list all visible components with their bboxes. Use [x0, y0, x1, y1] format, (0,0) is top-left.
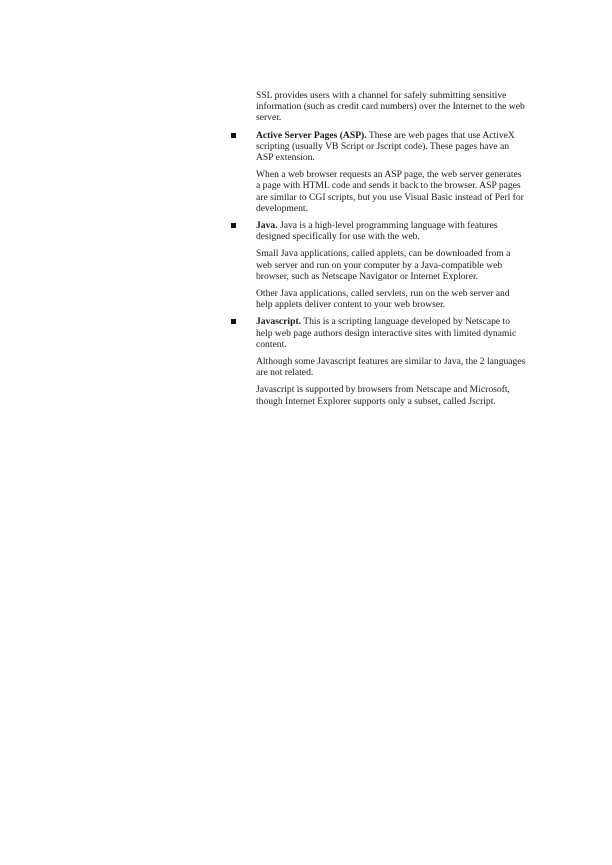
term-asp: Active Server Pages (ASP).	[256, 129, 367, 141]
definition-java: Java is a high-level programming language with features designed specifically for use with the web.	[256, 220, 498, 243]
javascript-paragraph-2: Javascript is supported by browsers from Netscape and Microsoft, though Internet Explorer supports only a subset, called Jscript.	[256, 384, 510, 407]
bullet-item-javascript	[256, 316, 526, 350]
intro-paragraph: SSL provides users with a channel for safely submitting sensitive information (such as credit card numbers) over the Internet to the web server.	[256, 90, 525, 124]
java-paragraph-2: Other Java applications, called servlets, run on the web server and help applets deliver content to your web browser.	[256, 288, 510, 311]
asp-paragraph-1: When a web browser requests an ASP page, the web server generates a page with HTML code and sends it back to the browser. ASP pages are similar to CGI scripts, but you use Visual Basic instead of Perl for development.	[256, 169, 524, 214]
bullet-item-asp	[256, 130, 526, 164]
bullet-item-java	[256, 220, 526, 242]
square-bullet-icon	[231, 133, 236, 138]
square-bullet-icon	[231, 223, 236, 228]
square-bullet-icon	[231, 319, 236, 324]
document-body	[256, 90, 526, 413]
definition-asp: These are web pages that use ActiveX scripting (usually VB Script or Jscript code). These pages have an ASP extension.	[256, 129, 515, 164]
javascript-paragraph-1: Although some Javascript features are similar to Java, the 2 languages are not related.	[256, 356, 526, 379]
term-javascript: Javascript.	[256, 316, 302, 328]
term-java: Java.	[256, 220, 278, 232]
java-paragraph-1: Small Java applications, called applets, can be downloaded from a web server and run on your computer by a Java-compatible web browser, such as Netscape Navigator or Internet Explorer.	[256, 248, 511, 282]
definition-javascript: This is a scripting language developed by Netscape to help web page authors design interactive sites with limited dynamic content.	[256, 316, 517, 350]
